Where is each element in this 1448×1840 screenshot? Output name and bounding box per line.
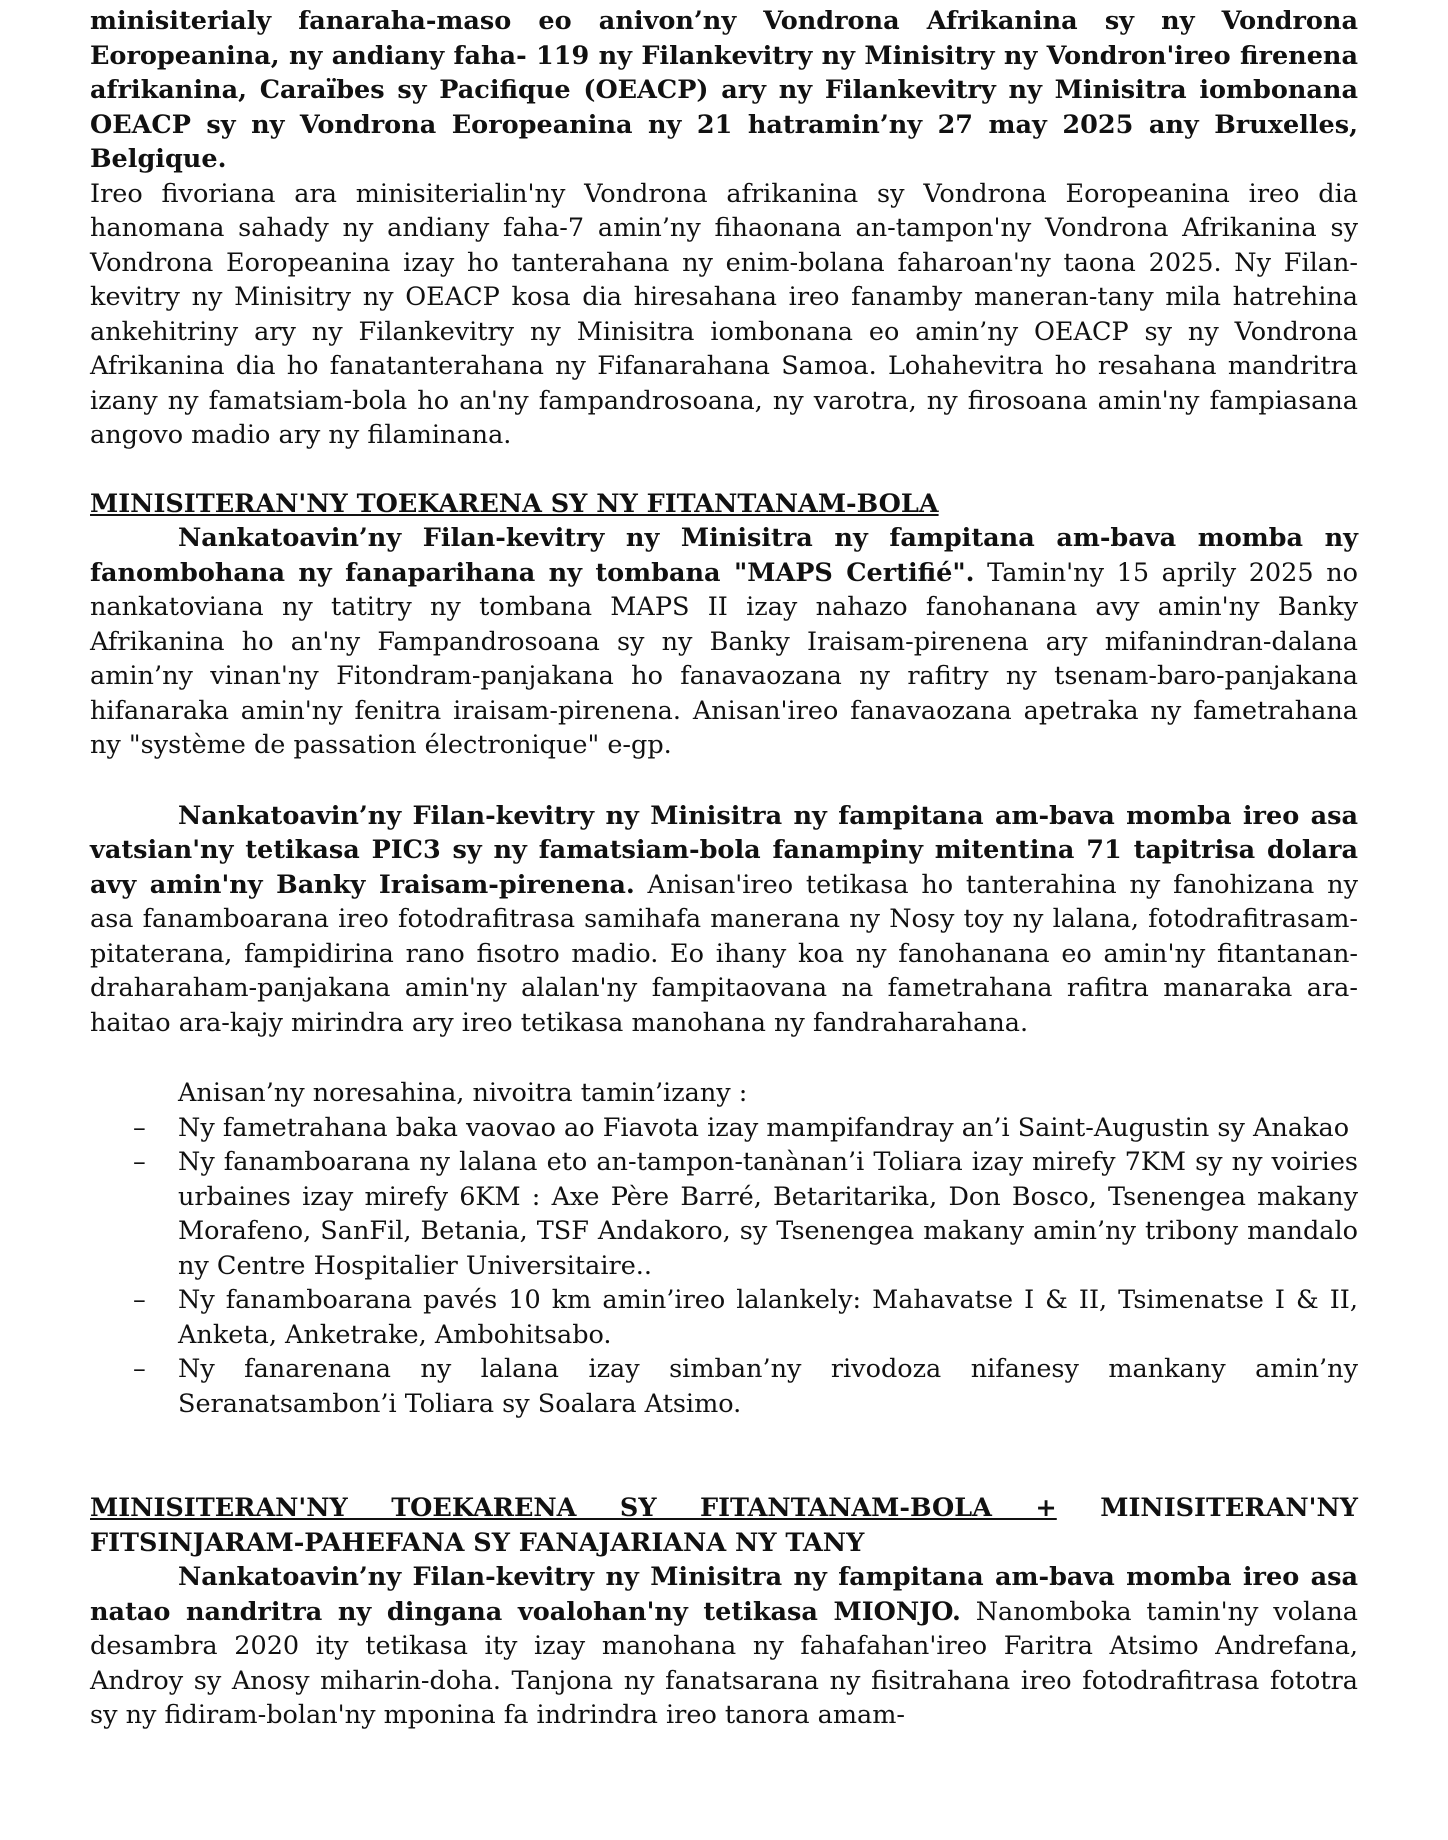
spacer (90, 453, 1358, 487)
section-heading-economy-decentralization (90, 1491, 1358, 1560)
list-item-text: Ny fametrahana baka vaovao ao Fiavota izay mampifandray an’i Saint-Augustin sy Anakao (178, 1112, 1350, 1143)
list-dash: – (133, 1112, 146, 1143)
list-item (133, 1145, 1358, 1283)
maps-body-text: Tamin'ny 15 aprily 2025 no nankatoviana ny tatitry ny tombana MAPS II izay nahazo fanohanana avy amin'ny Banky Afrikanina ho an'ny Fampandrosoana sy ny Banky Iraisam-pirenena ary mifanindran-dalana amin’ny vinan'ny Fitondram-panjakana ho fanavaozana ny rafitry ny tsenam-baro-panjakana hifanaraka amin'ny fenitra iraisam-pirenena. Anisan'ireo fanavaozana apetraka ny fametrahana ny "système de passation électronique" e-gp. (90, 557, 1358, 760)
list-item-text: Ny fanamboarana ny lalana eto an-tampon-tanànan’i Toliara izay mirefy 7KM sy ny voiries urbaines izay mirefy 6KM : Axe Père Barré, Betaritarika, Don Bosco, Tsenengea makany Morafeno, SanFil, Betania, TSF Andakoro, sy Tsenengea makany amin’ny tribony mandalo ny Centre Hospitalier Universitaire.. (178, 1147, 1358, 1281)
list-item (133, 1352, 1358, 1421)
list-dash: – (133, 1147, 146, 1177)
paragraph-ministerial-meetings: Ireo fivoriana ara minisiterialin'ny Vondrona afrikanina sy Vondrona Eoropeanina ireo dia hanomana sahady ny andiany faha-7 amin’ny fihaonana an-tampon'ny Vondrona Afrikanina sy Vondrona Eoropeanina izay ho tanterahana ny enim-bolana faharoan'ny taona 2025. Ny Filan-kevitry ny Minisitry ny OEACP kosa dia hiresahana ireo fanamby maneran-tany mila hatrehina ankehitriny ary ny Filankevitry ny Minisitra iombonana eo amin’ny OEACP sy ny Vondrona Afrikanina dia ho fanatanterahana ny Fifanarahana Samoa. Lohahevitra ho resahana mandritra izany ny famatsiam-bola ho an'ny fampandrosoana, ny varotra, ny firosoana amin'ny fampiasana angovo madio ary ny filaminana. (90, 178, 1358, 450)
spacer (90, 763, 1358, 799)
meeting-announcement-text: minisiterialy fanaraha-maso eo anivon’ny Vondrona Afrikanina sy ny Vondrona Eoropeanina, ny andiany faha- 119 ny Filankevitry ny Minisitry ny Vondron'ireo firenena afrikanina, Caraïbes sy Pacifique (OEACP) ary ny Filankevitry ny Minisitra iombonana OEACP sy ny Vondrona Eoropeanina ny 21 hatramin’ny 27 may 2025 any Bruxelles, Belgique. (90, 6, 1358, 174)
paragraph-pic3 (90, 799, 1358, 1041)
document-page (90, 4, 1358, 1733)
list-item (133, 1283, 1358, 1352)
list-item (133, 1111, 1358, 1146)
mionjo-body-text: Nanomboka tamin'ny volana desambra 2020 ity tetikasa ity izay manohana ny fahafahan'ireo Faritra Atsimo Andrefana, Androy sy Anosy miharin-doha. Tanjona ny fanatsarana ny fisitrahana ireo fotodrafitrasa fototra sy ny fidiram-bolan'ny mponina fa indrindra ireo tanora amam- (90, 1596, 1358, 1730)
spacer (90, 1421, 1358, 1491)
project-list (90, 1111, 1358, 1422)
list-dash: – (133, 1354, 146, 1384)
paragraph-mionjo (90, 1560, 1358, 1733)
list-dash: – (133, 1285, 146, 1315)
mionjo-decision-text: Nankatoavin’ny Filan-kevitry ny Minisitra ny fampitana am-bava momba ireo asa natao nandritra ny dingana voalohan'ny tetikasa MIONJO. (90, 1562, 1358, 1627)
list-item-text: Ny fanamboarana pavés 10 km amin’ireo lalankely: Mahavatse I & II, Tsimenatse I & II, Anketa, Anketrake, Ambohitsabo. (178, 1285, 1358, 1350)
section-heading-economy-finance: MINISITERAN'NY TOEKARENA SY NY FITANTANAM-BOLA (90, 488, 939, 519)
paragraph-maps-certifie (90, 521, 1358, 763)
paragraph-meeting-announcement (90, 4, 1358, 177)
section-heading-underlined-part: MINISITERAN'NY TOEKARENA SY FITANTANAM-BOLA + (90, 1493, 1057, 1523)
pic3-body-text: Anisan'ireo tetikasa ho tanterahina ny fanohizana ny asa fanamboarana ireo fotodrafitrasa samihafa manerana ny Nosy toy ny lalana, fotodrafitrasam-pitaterana, fampidirina rano fisotro madio. Eo ihany koa ny fanohanana eo amin'ny fitantanan-draharaham-panjakana amin'ny alalan'ny fampitaovana na fametrahana rafitra manaraka ara-haitao ara-kajy mirindra ary ireo tetikasa manohana ny fandraharahana. (90, 869, 1358, 1038)
maps-decision-text: Nankatoavin’ny Filan-kevitry ny Minisitra ny fampitana am-bava momba ny fanombohana ny fanaparihana ny tombana "MAPS Certifié". (90, 523, 1358, 588)
list-item-text: Ny fanarenana ny lalana izay simban’ny rivodoza nifanesy mankany amin’ny Seranatsambon’i Toliara sy Soalara Atsimo. (178, 1354, 1358, 1419)
list-intro: Anisan’ny noresahina, nivoitra tamin’izany : (178, 1078, 748, 1108)
section-heading-rest: MINISITERAN'NY FITSINJARAM-PAHEFANA SY FANAJARIANA NY TANY (90, 1493, 1358, 1558)
spacer (90, 1040, 1358, 1076)
pic3-decision-text: Nankatoavin’ny Filan-kevitry ny Minisitra ny fampitana am-bava momba ireo asa vatsian'ny tetikasa PIC3 sy ny famatsiam-bola fanampiny mitentina 71 tapitrisa dolara avy amin'ny Banky Iraisam-pirenena. (90, 800, 1358, 900)
